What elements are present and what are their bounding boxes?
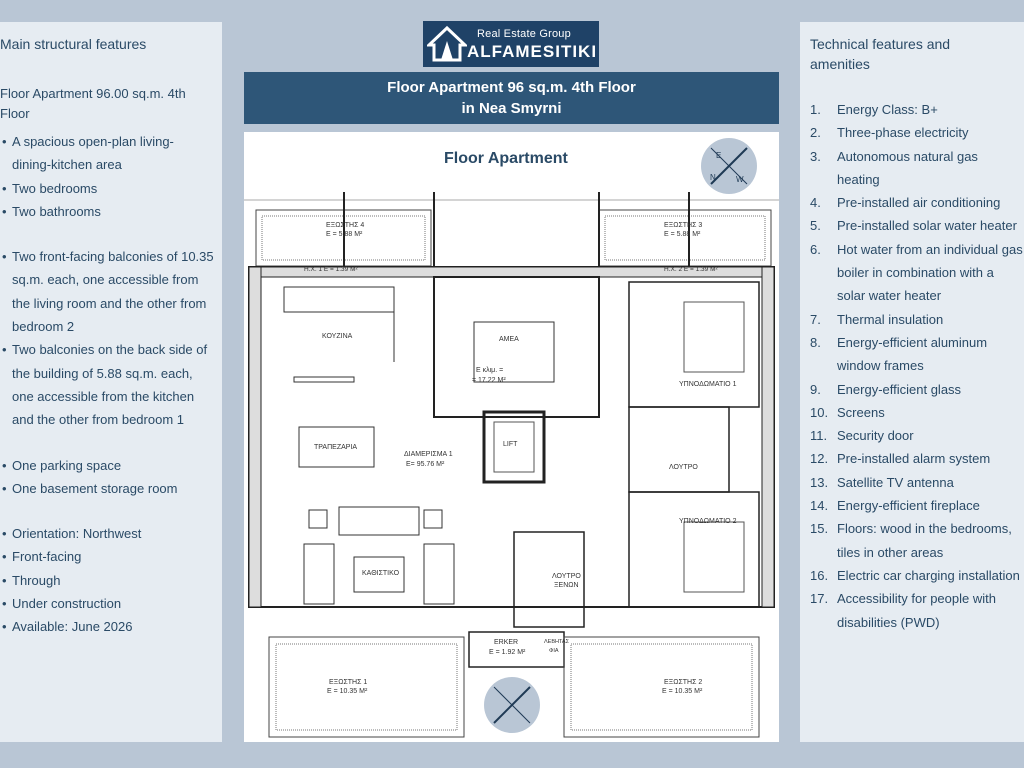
list-item-number: 6. bbox=[810, 241, 821, 257]
list-item: • Two front-facing balconies of 10.35 sq.m. each, one accessible from the living room and the other from bedroom 2 bbox=[12, 245, 217, 338]
room-label-balcony3: ΕΞΩΣΤΗΣ 3 bbox=[664, 222, 703, 229]
logo-name: ALFAMESITIKI bbox=[467, 42, 598, 61]
list-item-number: 9. bbox=[810, 381, 821, 397]
floor-plan bbox=[244, 132, 779, 742]
balconies-list bbox=[12, 245, 222, 431]
list-item bbox=[810, 98, 1024, 121]
list-item-text: Energy-efficient fireplace bbox=[837, 498, 980, 514]
logo-tagline: Real Estate Group bbox=[477, 28, 571, 40]
technical-features-panel bbox=[800, 22, 1024, 742]
list-item-text: Hot water from an individual gas boiler in combination with a solar water heater bbox=[837, 241, 1023, 304]
room-label-boiler: ΛΕΒΗΤΑΣ bbox=[544, 639, 570, 645]
list-item-number: 16. bbox=[810, 567, 829, 583]
list-item-number: 11. bbox=[810, 428, 828, 444]
listing-title-line2: in Nea Smyrni bbox=[461, 100, 562, 117]
status-list bbox=[12, 522, 222, 638]
list-item bbox=[810, 424, 1024, 447]
room-label-hk1: Η.Χ. 1 E = 1.39 M² bbox=[304, 266, 358, 273]
list-item: • Two bathrooms bbox=[12, 200, 222, 223]
listing-title bbox=[244, 72, 779, 124]
technical-features-heading: Technical features and amenities bbox=[810, 36, 951, 72]
layout-list bbox=[12, 130, 222, 223]
room-label-balcony1: ΕΞΩΣΤΗΣ 1 bbox=[329, 679, 368, 686]
compass-icon bbox=[701, 138, 757, 194]
technical-features-list bbox=[810, 98, 1024, 634]
list-item-text: Energy Class: B+ bbox=[837, 102, 938, 117]
svg-text:E: E bbox=[716, 151, 722, 160]
list-item-text: Pre-installed alarm system bbox=[837, 451, 991, 467]
list-item: • One parking space bbox=[12, 454, 222, 477]
list-item-number: 12. bbox=[810, 451, 829, 467]
room-label-erker-area: E = 1.92 M² bbox=[489, 649, 526, 656]
list-item-number: 14. bbox=[810, 498, 829, 514]
svg-text:N: N bbox=[710, 173, 716, 182]
list-item-text: Screens bbox=[837, 404, 885, 420]
house-logo-icon bbox=[427, 25, 467, 63]
list-item bbox=[810, 494, 1024, 517]
svg-text:W: W bbox=[736, 175, 744, 184]
structural-features-heading: Main structural features bbox=[0, 36, 147, 52]
extras-list bbox=[12, 454, 222, 501]
list-item-number: 1. bbox=[810, 102, 821, 117]
room-label-balcony2-area: E = 10.35 M² bbox=[662, 688, 703, 695]
list-item bbox=[810, 191, 1024, 214]
list-item: • Under construction bbox=[12, 592, 222, 615]
list-item-text: Accessibility for people with disabilities (PWD) bbox=[837, 591, 996, 630]
list-item bbox=[810, 238, 1024, 308]
list-item bbox=[810, 308, 1024, 331]
structural-features-panel bbox=[0, 22, 222, 742]
room-label-living: ΚΑΘΙΣΤΙΚΟ bbox=[362, 570, 400, 577]
room-label-bedroom1: ΥΠΝΟΔΩΜΑΤΙΟ 1 bbox=[679, 381, 737, 388]
list-item: • Front-facing bbox=[12, 545, 222, 568]
list-item-number: 2. bbox=[810, 125, 821, 141]
room-label-apartment: ΔΙΑΜΕΡΙΣΜΑ 1 bbox=[404, 451, 453, 458]
list-item bbox=[810, 564, 1024, 587]
list-item: • Available: June 2026 bbox=[12, 615, 222, 638]
list-item-number: 5. bbox=[810, 218, 821, 234]
room-label-dining: ΤΡΑΠΕΖΑΡΙΑ bbox=[314, 444, 358, 451]
list-item: • One basement storage room bbox=[12, 477, 222, 500]
list-item-number: 3. bbox=[810, 148, 821, 164]
room-label-hk2: Η.Χ. 2 E = 1.39 M² bbox=[664, 266, 718, 273]
apartment-summary: Floor Apartment 96.00 sq.m. 4th Floor bbox=[0, 86, 186, 121]
list-item: • Orientation: Northwest bbox=[12, 522, 222, 545]
list-item-number: 17. bbox=[810, 591, 829, 607]
listing-title-line1: Floor Apartment 96 sq.m. 4th Floor bbox=[387, 79, 636, 96]
list-item-text: Satellite TV antenna bbox=[837, 474, 954, 490]
list-item-text: Security door bbox=[837, 428, 914, 444]
compass-icon bbox=[484, 677, 540, 733]
room-label-amea-area2: = 17.22 M² bbox=[472, 377, 506, 384]
room-label-balcony4-area: E = 5.88 M² bbox=[326, 231, 363, 238]
room-label-guest-bath2: ΞΕΝΩΝ bbox=[554, 582, 579, 589]
list-item: • Two balconies on the back side of the building of 5.88 sq.m. each, one accessible from the kitchen and the other from bedroom 1 bbox=[12, 338, 212, 431]
room-label-guest-bath: ΛΟΥΤΡΟ bbox=[552, 573, 581, 580]
list-item-text: Three-phase electricity bbox=[837, 125, 969, 141]
list-item-text: Thermal insulation bbox=[837, 311, 944, 327]
list-item-number: 4. bbox=[810, 195, 821, 211]
list-item: • Through bbox=[12, 569, 222, 592]
list-item bbox=[810, 331, 1024, 378]
room-label-bath: ΛΟΥΤΡΟ bbox=[669, 464, 698, 471]
list-item: • Two bedrooms bbox=[12, 177, 222, 200]
list-item bbox=[810, 378, 1024, 401]
list-item-text: Pre-installed solar water heater bbox=[837, 218, 1017, 234]
company-logo bbox=[423, 21, 599, 67]
room-label-lift: LIFT bbox=[503, 441, 518, 448]
list-item-number: 15. bbox=[810, 521, 829, 537]
room-label-boiler2: ΦΙΑ bbox=[549, 648, 559, 654]
room-label-kitchen: ΚΟΥΖΙΝΑ bbox=[322, 333, 353, 340]
list-item bbox=[810, 447, 1024, 470]
room-label-bedroom2: ΥΠΝΟΔΩΜΑΤΙΟ 2 bbox=[679, 518, 737, 525]
list-item-text: Energy-efficient aluminum window frames bbox=[837, 334, 988, 374]
list-item bbox=[810, 121, 1024, 144]
list-item-number: 7. bbox=[810, 311, 821, 327]
list-item-text: Floors: wood in the bedrooms, tiles in other areas bbox=[837, 521, 1012, 560]
room-label-apartment-area: E= 95.76 M² bbox=[406, 461, 445, 468]
room-label-balcony1-area: E = 10.35 M² bbox=[327, 688, 368, 695]
room-label-erker: ERKER bbox=[494, 639, 519, 646]
list-item-text: Autonomous natural gas heating bbox=[837, 148, 978, 187]
list-item-text: Pre-installed air conditioning bbox=[837, 195, 1001, 211]
list-item bbox=[810, 214, 1024, 237]
list-item: • A spacious open-plan living-dining-kitchen area bbox=[12, 130, 192, 177]
room-label-balcony4: ΕΞΩΣΤΗΣ 4 bbox=[326, 222, 365, 229]
list-item bbox=[810, 401, 1024, 424]
plan-title: Floor Apartment bbox=[444, 150, 568, 167]
list-item-number: 13. bbox=[810, 474, 829, 490]
list-item-number: 8. bbox=[810, 334, 821, 350]
list-item-text: Energy-efficient glass bbox=[837, 381, 962, 397]
room-label-balcony2: ΕΞΩΣΤΗΣ 2 bbox=[664, 679, 703, 686]
room-label-amea: ΑΜΕΑ bbox=[499, 336, 519, 343]
room-label-balcony3-area: E = 5.88 M² bbox=[664, 231, 701, 238]
list-item-text: Electric car charging installation bbox=[837, 567, 1020, 583]
list-item-number: 10. bbox=[810, 404, 829, 420]
room-label-amea-area: E κλιμ. = bbox=[476, 367, 504, 374]
list-item bbox=[810, 145, 1024, 192]
list-item bbox=[810, 471, 1024, 494]
list-item bbox=[810, 517, 1024, 564]
list-item bbox=[810, 587, 1024, 634]
